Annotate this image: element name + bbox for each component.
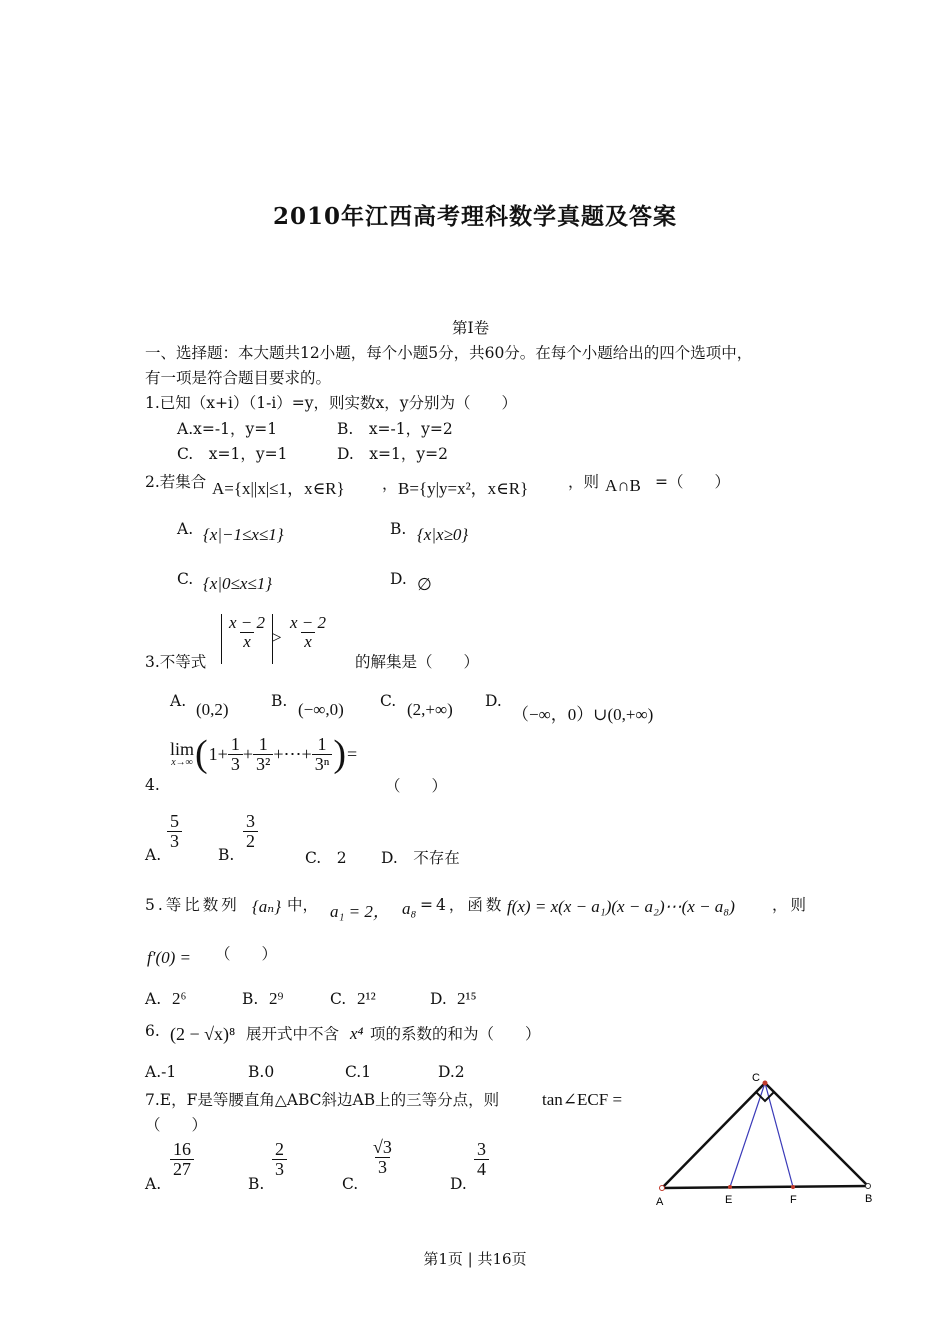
question-6-middle-text: 展开式中不含 [246, 1025, 340, 1043]
question-3-tail: 的解集是（ ） [355, 653, 480, 671]
label-c: C [752, 1072, 760, 1084]
question-3-number: 3.不等式 [145, 653, 207, 671]
question-7-option-c [370, 1138, 395, 1177]
question-5-sequence: {aₙ} [252, 897, 281, 916]
triangle-figure [645, 1065, 885, 1210]
question-6-number: 6. [145, 1022, 160, 1040]
question-3-option-a-label: A. [170, 692, 187, 710]
question-5-option-a: 2⁶ [172, 989, 187, 1008]
fraction-denominator: 2 [243, 831, 258, 851]
question-2-tail: =（ ） [655, 473, 730, 491]
limit-operator [170, 740, 194, 768]
question-4-option-a-label: A. [145, 846, 162, 864]
question-4-option-b-label: B. [218, 846, 235, 864]
question-7-option-b [272, 1140, 287, 1179]
fraction-numerator: 1 [230, 734, 240, 754]
fraction-denominator: 3 [228, 754, 243, 774]
question-3-option-b-label: B. [271, 692, 288, 710]
fraction-numerator: 1 [258, 734, 268, 754]
question-5-option-b: 2⁹ [269, 989, 284, 1008]
left-paren: ( [195, 733, 208, 776]
question-3-option-c: (2,+∞) [407, 700, 453, 719]
fraction-numerator: 2 [275, 1139, 284, 1159]
side-cb [765, 1083, 868, 1186]
question-7-expression: tan∠ECF = [542, 1090, 623, 1109]
plus-sign: + [242, 743, 253, 764]
label-a: A [656, 1196, 664, 1208]
fraction-denominator: 27 [170, 1159, 194, 1179]
question-2-option-d: ∅ [417, 575, 432, 594]
term-fraction-2 [253, 735, 273, 774]
question-5-a8: a₈ [402, 899, 417, 918]
fraction-denominator: x [240, 632, 254, 651]
question-1-option-c: C. x=1，y=1 [177, 445, 288, 463]
limit-subscript: x→∞ [171, 757, 193, 769]
term-fraction-1 [228, 735, 243, 774]
fraction-numerator: 1 [317, 734, 327, 754]
instructions-line-2: 有一项是符合题目要求的。 [145, 369, 332, 387]
question-6-expression: (2 − √x)⁸ [170, 1024, 236, 1044]
question-1-option-d: D. x=1，y=2 [337, 445, 448, 463]
label-f: F [790, 1194, 797, 1206]
question-3-rhs-fraction [287, 614, 329, 651]
question-3-greater-than: > [272, 628, 282, 647]
equals-sign: = [347, 743, 358, 764]
question-2-intersection: A∩B [605, 476, 641, 495]
question-3-option-c-label: C. [380, 692, 397, 710]
point-a [660, 1186, 665, 1191]
question-5-stem-prefix: 5.等比数列 [145, 896, 240, 914]
question-3-option-d: （−∞，0）∪(0,+∞) [512, 705, 654, 724]
question-2-option-a: {x|−1≤x≤1} [203, 525, 284, 544]
point-f [791, 1185, 795, 1189]
question-4-option-a [167, 812, 182, 851]
term-one: 1+ [208, 743, 228, 764]
question-2-option-a-label: A. [177, 520, 194, 538]
segment-ce [730, 1083, 765, 1187]
question-2-option-c: {x|0≤x≤1} [203, 574, 273, 593]
fraction-numerator: √3 [373, 1137, 392, 1157]
question-6-option-b: B.0 [248, 1063, 275, 1081]
instructions-line-1: 一、选择题：本大题共12小题，每个小题5分，共60分。在每个小题给出的四个选项中， [145, 344, 753, 362]
side-ac [662, 1083, 765, 1188]
limit-symbol: lim [170, 739, 195, 760]
question-7-option-d-label: D. [450, 1175, 467, 1193]
question-6-option-d: D.2 [438, 1063, 465, 1081]
question-2-option-b-label: B. [390, 520, 407, 538]
question-2-set-b: B={y|y=x²，x∈R} [398, 479, 529, 498]
question-2-option-c-label: C. [177, 570, 194, 588]
question-6-option-c: C.1 [345, 1063, 372, 1081]
fraction-numerator: 5 [170, 811, 179, 831]
question-2-comma: ， [382, 475, 398, 493]
question-5-derivative: f′(0) = [147, 948, 191, 967]
question-2-then: ，则 [568, 473, 600, 491]
right-angle-mark [756, 1092, 774, 1101]
fraction-denominator: 4 [474, 1159, 489, 1179]
fraction-numerator: 3 [246, 811, 255, 831]
question-7-stem: 7.E，F是等腰直角△ABC斜边AB上的三等分点，则 [145, 1091, 500, 1109]
fraction-denominator: 3 [375, 1157, 390, 1177]
question-3-option-a: (0,2) [196, 700, 229, 719]
question-7-option-d [474, 1140, 489, 1179]
question-5-option-c-label: C. [330, 990, 347, 1008]
right-paren: ) [333, 733, 347, 776]
question-5-option-a-label: A. [145, 990, 162, 1008]
question-5-option-d-label: D. [430, 990, 447, 1008]
question-3-rhs [287, 614, 329, 651]
fraction-denominator: 3 [167, 831, 182, 851]
question-5-paren: （ ） [215, 945, 278, 963]
fraction-denominator: 3 [272, 1159, 287, 1179]
question-5-function: f(x) = x(x − a₁)(x − a₂)⋯(x − a₈) [507, 897, 735, 916]
question-2-option-b: {x|x≥0} [417, 525, 469, 544]
question-5-a8-value: =4，函数 [420, 896, 505, 914]
question-7-option-c-label: C. [342, 1175, 359, 1193]
point-e [728, 1185, 732, 1189]
label-e: E [725, 1194, 733, 1206]
label-b: B [865, 1193, 873, 1205]
question-7-option-a-label: A. [145, 1175, 162, 1193]
ellipsis-terms: +⋯+ [273, 743, 312, 764]
fraction-denominator: 3ⁿ [312, 754, 333, 774]
term-fraction-n [312, 735, 333, 774]
question-3-abs-expression [221, 614, 273, 664]
question-2-number: 2.若集合 [145, 473, 207, 491]
question-6-x4: x⁴ [350, 1024, 364, 1043]
side-ab [662, 1186, 868, 1188]
question-3-lhs-fraction [226, 614, 268, 651]
question-7-option-b-label: B. [248, 1175, 265, 1193]
fraction-numerator: x − 2 [229, 613, 266, 632]
question-5-in: 中， [287, 896, 319, 914]
page-footer: 第1页 | 共16页 [423, 1250, 527, 1268]
question-1-option-b: B. x=-1，y=2 [337, 420, 453, 438]
question-5-option-d: 2¹⁵ [457, 989, 477, 1008]
point-b [866, 1184, 871, 1189]
question-4-option-c: C. 2 [305, 849, 347, 867]
fraction-denominator: x [301, 632, 315, 651]
question-7-option-a [170, 1140, 194, 1179]
fraction-numerator: 16 [173, 1139, 191, 1159]
question-5-option-c: 2¹² [357, 989, 376, 1008]
point-c [763, 1081, 768, 1086]
question-7-paren: （ ） [145, 1116, 208, 1134]
question-1-stem: 1.已知（x+i）（1-i）=y，则实数x，y分别为（ ） [145, 394, 518, 412]
page-title: 2010年江西高考理科数学真题及答案 [272, 203, 677, 230]
question-2-option-d-label: D. [390, 570, 407, 588]
question-1-option-a: A.x=-1，y=1 [177, 420, 278, 438]
question-4-paren: （ ） [385, 777, 448, 795]
question-6-option-a: A.-1 [145, 1063, 177, 1081]
question-5-then: ，则 [772, 896, 810, 914]
question-5-option-b-label: B. [242, 990, 259, 1008]
question-4-limit-expression [170, 735, 357, 774]
question-3-option-b: (−∞,0) [298, 700, 344, 719]
question-6-tail: 项的系数的和为（ ） [370, 1025, 541, 1043]
section-heading: 第Ⅰ卷 [452, 319, 490, 337]
question-4-option-d: D. 不存在 [381, 849, 460, 867]
question-4-number: 4. [145, 776, 160, 794]
question-4-option-b [243, 812, 258, 851]
fraction-numerator: x − 2 [290, 613, 327, 632]
question-2-set-a: A={x||x|≤1，x∈R} [212, 479, 345, 498]
question-3-option-d-label: D. [485, 692, 502, 710]
question-5-a1: a₁ = 2， [330, 902, 390, 921]
fraction-numerator: 3 [477, 1139, 486, 1159]
fraction-denominator: 3² [253, 754, 273, 774]
